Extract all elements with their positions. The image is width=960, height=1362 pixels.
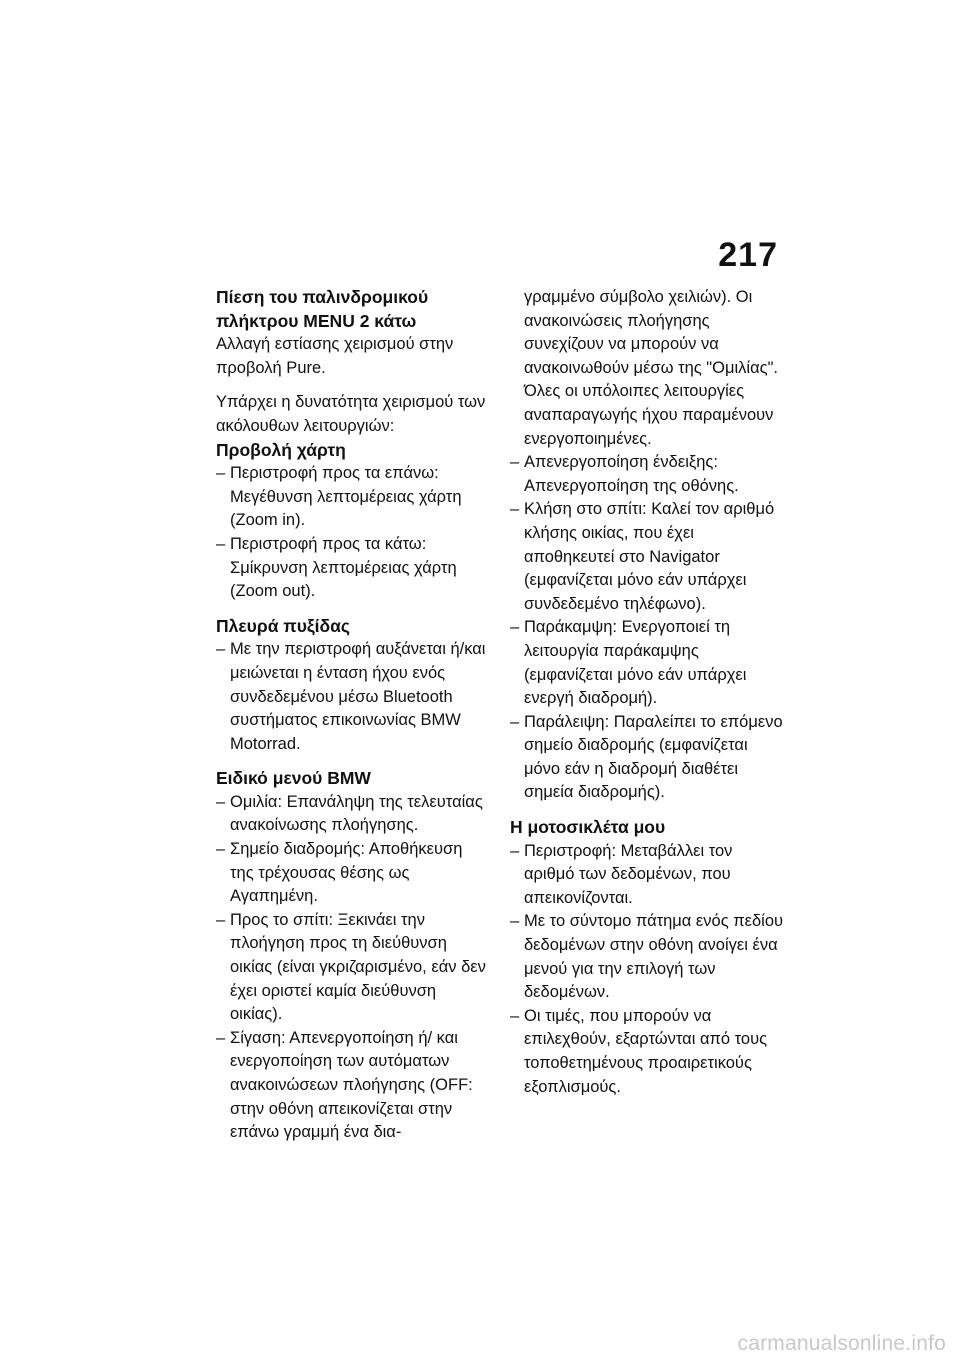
heading-my-motorcycle: Η μοτοσικλέτα μου <box>510 817 666 838</box>
list-item: – Με την περιστροφή αυξάνεται ή/και μειώνεται η ένταση ήχου ενός συνδεδεμένου μέσω Bluetooth συστήματος επικοινωνίας BMW Motorrad. <box>216 638 486 756</box>
my-motorcycle-list <box>510 840 785 1100</box>
list-item: – Σίγαση: Απενεργοποίηση ή/ και ενεργοποίηση των αυτόματων ανακοινώσεων πλοήγησης (OFF: στην οθόνη απεικονίζεται στην επάνω γραμμή ένα δια- <box>216 1027 486 1145</box>
list-item: – Οι τιμές, που μπορούν να επιλεχθούν, εξαρτώνται από τους τοποθετημένους προαιρετικούς εξοπλισμούς. <box>510 1005 785 1099</box>
list-item: – Περιστροφή προς τα επάνω: Μεγέθυνση λεπτομέρειας χάρτη (Zoom in). <box>216 462 486 533</box>
list-item: – Παράκαμψη: Ενεργοποιεί τη λειτουργία παράκαμψης (εμφανίζεται μόνο εάν υπάρχει ενεργή διαδρομή). <box>510 616 785 710</box>
heading-map-view: Προβολή χάρτη <box>216 439 346 460</box>
paragraph-functions-intro: Υπάρχει η δυνατότητα χειρισμού των ακόλουθων λειτουργιών: <box>216 393 486 435</box>
list-item: – Απενεργοποίηση ένδειξης: Απενεργοποίηση της οθόνης. <box>510 451 785 498</box>
left-column <box>216 286 486 1145</box>
list-item: – Με το σύντομο πάτημα ενός πεδίου δεδομένων στην οθόνη ανοίγει ένα μενού για την επιλογή των δεδομένων. <box>510 910 785 1004</box>
watermark: carmanualsonline.info <box>737 1332 946 1355</box>
list-item: – Κλήση στο σπίτι: Καλεί τον αριθμό κλήσης οικίας, που έχει αποθηκευτεί στο Navigator (εμφανίζεται μόνο εάν υπάρχει συνδεδεμένο τηλέφωνο). <box>510 498 785 616</box>
heading-bmw-menu: Ειδικό μενού BMW <box>216 768 371 789</box>
paragraph-continuation: γραμμένο σύμβολο χειλιών). Οι ανακοινώσεις πλοήγησης συνεχίζουν να μπορούν να ανακοινωθούν μέσω της "Ομιλίας". Όλες οι υπόλοιπες λειτουργίες αναπαραγωγής ήχου παραμένουν ενεργοποιημένες. <box>524 288 779 448</box>
list-item: – Παράλειψη: Παραλείπει το επόμενο σημείο διαδρομής (εμφανίζεται μόνο εάν η διαδρομή διαθέτει σημεία διαδρομής). <box>510 711 785 805</box>
list-item: – Ομιλία: Επανάληψη της τελευταίας ανακοίνωσης πλοήγησης. <box>216 791 486 838</box>
bmw-menu-list <box>216 791 486 1145</box>
right-column <box>510 286 785 1099</box>
list-item: – Σημείο διαδρομής: Αποθήκευση της τρέχουσας θέσης ως Αγαπημένη. <box>216 838 486 909</box>
paragraph-pure-view: Αλλαγή εστίασης χειρισμού στην προβολή Pure. <box>216 335 454 377</box>
list-item: – Περιστροφή προς τα κάτω: Σμίκρυνση λεπτομέρειας χάρτη (Zoom out). <box>216 533 486 604</box>
compass-list <box>216 638 486 756</box>
list-item: – Προς το σπίτι: Ξεκινάει την πλοήγηση προς τη διεύθυνση οικίας (είναι γκριζαρισμένο, εάν δεν έχει οριστεί καμία διεύθυνση οικίας). <box>216 909 486 1027</box>
heading-menu-button: Πίεση του παλινδρομικού πλήκτρου MENU 2 κάτω <box>216 287 429 331</box>
map-view-list <box>216 462 486 604</box>
page-number: 217 <box>718 236 778 274</box>
list-item: – Περιστροφή: Μεταβάλλει τον αριθμό των δεδομένων, που απεικονίζονται. <box>510 840 785 911</box>
heading-compass: Πλευρά πυξίδας <box>216 615 351 636</box>
bmw-menu-list-continued <box>510 451 785 805</box>
